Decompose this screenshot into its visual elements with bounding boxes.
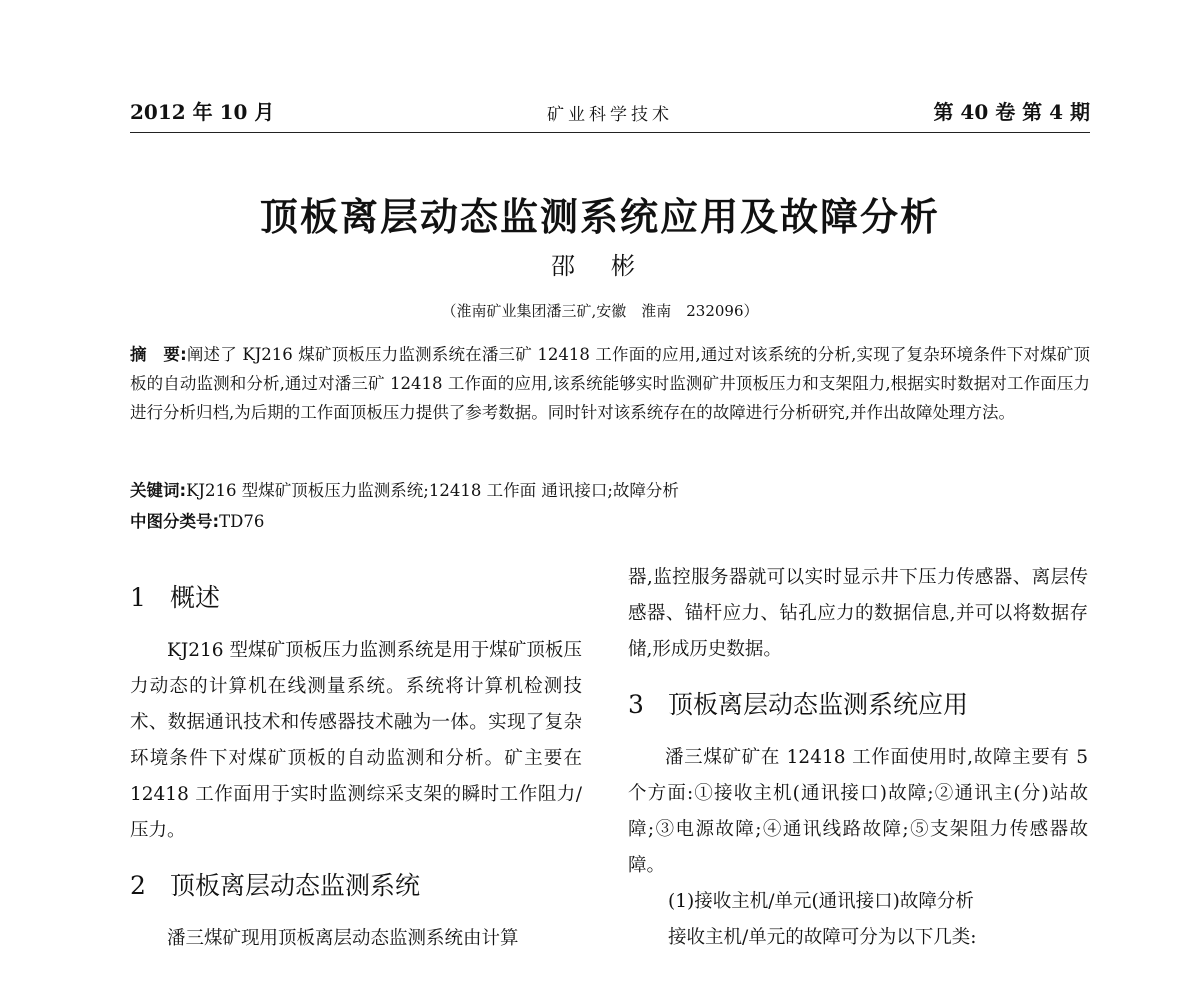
header-journal: 矿业科学技术: [547, 105, 673, 125]
subsection-1-text: 接收主机/单元的故障可分为以下几类:: [668, 927, 977, 948]
keywords: [130, 477, 1090, 501]
section-1-number: 1: [130, 583, 146, 612]
header-date: 2012 年 10 月: [130, 100, 275, 124]
section-2-number: 2: [130, 871, 146, 900]
right-column: [628, 560, 1088, 956]
classification: [130, 508, 1090, 532]
classification-label: 中图分类号:: [130, 512, 220, 531]
keywords-text: KJ216 型煤矿顶板压力监测系统;12418 工作面 通讯接口;故障分析: [186, 481, 679, 500]
section-3-number: 3: [628, 690, 644, 719]
subsection-1-heading: (1)接收主机/单元(通讯接口)故障分析: [668, 891, 974, 912]
section-1-title: 概述: [170, 583, 221, 612]
section-3-heading: [628, 682, 1088, 728]
section-2-title: 顶板离层动态监测系统: [170, 871, 421, 900]
abstract-label: 摘 要:: [130, 345, 187, 364]
section-2-heading: [130, 863, 582, 909]
section-3-paragraph: 潘三煤矿矿在 12418 工作面使用时,故障主要有 5 个方面:①接收主机(通讯接口)故障;②通讯主(分)站故障;③电源故障;④通讯线路故障;⑤支架阻力传感器故障。: [628, 747, 1088, 876]
author-affiliation: （淮南矿业集团潘三矿,安徽 淮南 232096）: [441, 302, 759, 320]
paper-author: 邵彬: [551, 252, 671, 280]
abstract: [130, 340, 1090, 427]
classification-text: TD76: [219, 512, 265, 531]
keywords-label: 关键词:: [130, 481, 187, 500]
section-1-heading: [130, 575, 582, 621]
section-2-paragraph: 潘三煤矿现用顶板离层动态监测系统由计算: [167, 928, 519, 949]
section-1-paragraph: KJ216 型煤矿顶板压力监测系统是用于煤矿顶板压力动态的计算机在线测量系统。系统将计算机检测技术、数据通讯技术和传感器技术融为一体。实现了复杂环境条件下对煤矿顶板的自动监测和分析。矿主要在 12418 工作面用于实时监测综采支架的瞬时工作阻力/压力。: [130, 640, 582, 841]
abstract-text: 阐述了 KJ216 煤矿顶板压力监测系统在潘三矿 12418 工作面的应用,通过对该系统的分析,实现了复杂环境条件下对煤矿顶板的自动监测和分析,通过对潘三矿 12418 工作面的应用,该系统能够实时监测矿井顶板压力和支架阻力,根据实时数据对工作面压力进行分析归档,为后期的工作面顶板压力提供了参考数据。同时针对该系统存在的故障进行分析研究,并作出故障处理方法。: [130, 345, 1090, 422]
left-column: [130, 575, 582, 957]
continued-paragraph: 器,监控服务器就可以实时显示井下压力传感器、离层传感器、锚杆应力、钻孔应力的数据信息,并可以将数据存储,形成历史数据。: [628, 567, 1088, 660]
paper-title: 顶板离层动态监测系统应用及故障分析: [259, 194, 940, 239]
section-3-title: 顶板离层动态监测系统应用: [668, 690, 969, 719]
running-header: [130, 96, 1090, 133]
header-issue: 第 40 卷 第 4 期: [933, 100, 1090, 124]
